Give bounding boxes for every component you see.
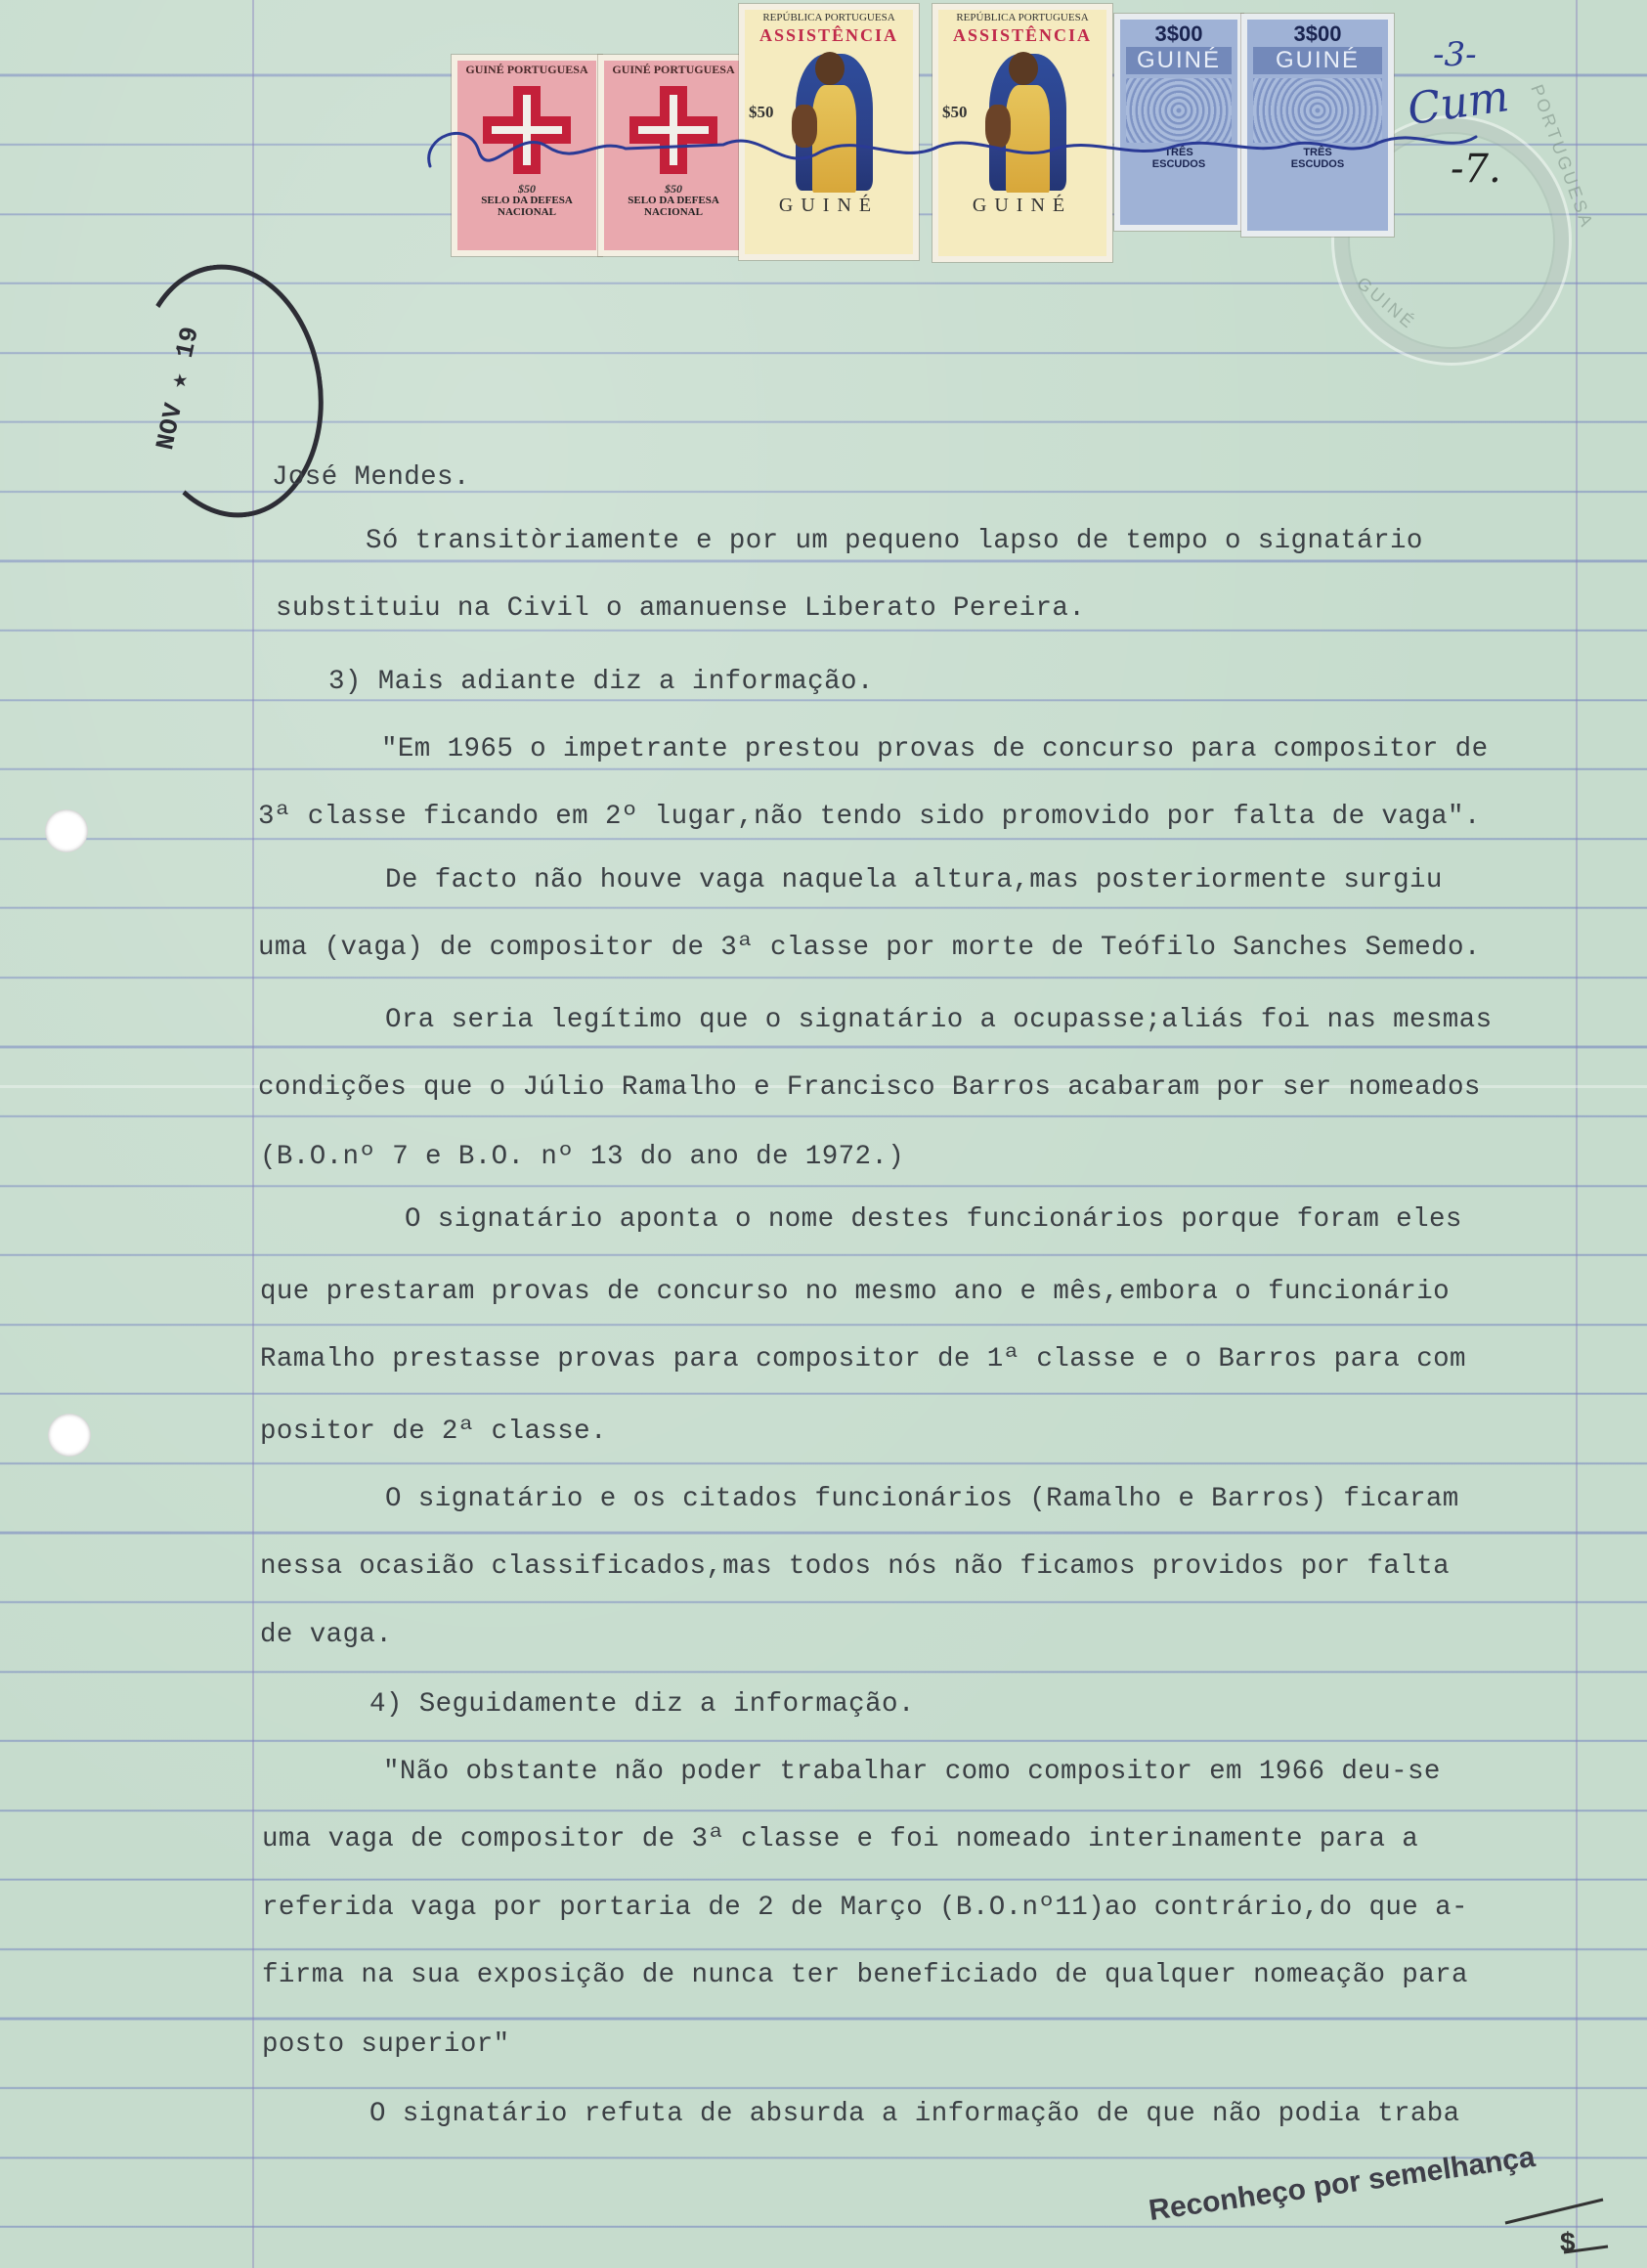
seal-text-top: PORTUGUESA: [1527, 81, 1598, 232]
body-line-16: O signatário e os citados funcionários (Ramalho e Barros) ficaram: [385, 1484, 1459, 1514]
stamp-arc-text: ASSISTÊNCIA: [952, 25, 1093, 45]
stamp-footer: SELO DA DEFESA NACIONAL: [628, 195, 719, 218]
handwritten-annotation: Cum: [1404, 71, 1512, 135]
stamp-header: GUINÉ PORTUGUESA: [612, 63, 735, 76]
body-line-7: De facto não houve vaga naquela altura,mas posteriormente surgiu: [385, 865, 1443, 895]
stamp-underline: [1495, 2190, 1613, 2268]
body-line-12: O signatário aponta o nome destes funcionários porque foram eles: [405, 1204, 1462, 1235]
body-line-13: que prestaram provas de concurso no mesmo ano e mês,embora o funcionário: [260, 1277, 1450, 1307]
stamp-value: 3$00: [1293, 22, 1342, 46]
body-line-5: "Em 1965 o impetrante prestou provas de concurso para compositor de: [381, 734, 1489, 764]
body-line-17: nessa ocasião classificados,mas todos nós não ficamos providos por falta: [260, 1551, 1450, 1582]
stamp-footer: GUINÉ: [972, 195, 1073, 216]
stamp-value: $50: [665, 182, 682, 196]
stamp-value: $50: [518, 182, 536, 196]
body-line-23: firma na sua exposição de nunca ter beneficiado de qualquer nomeação para: [262, 1960, 1468, 1990]
body-line-18: de vaga.: [260, 1620, 393, 1650]
handwritten-mark: -7.: [1451, 147, 1501, 192]
stamp-value: $50: [749, 103, 774, 121]
body-line-24: posto superior": [262, 2029, 510, 2060]
body-line-22: referida vaga por portaria de 2 de Março (B.O.nº11)ao contrário,do que a-: [262, 1893, 1468, 1923]
body-line-4: 3) Mais adiante diz a informação.: [328, 667, 874, 697]
stamp-name: GUINÉ: [1253, 47, 1382, 74]
seal-text-left: GUINÉ: [1353, 273, 1420, 333]
stamp-footer: SELO DA DEFESA NACIONAL: [481, 195, 573, 218]
body-line-10: condições que o Júlio Ramalho e Francisco Barros acabaram por ser nomeados: [258, 1072, 1481, 1103]
handwritten-page-number: -3-: [1433, 35, 1477, 74]
body-line-6: 3ª classe ficando em 2º lugar,não tendo sido promovido por falta de vaga".: [258, 802, 1481, 832]
body-line-1: José Mendes.: [272, 462, 470, 493]
stamp-text-line1: TRÊS: [1303, 147, 1332, 158]
body-line-8: uma (vaga) de compositor de 3ª classe por morte de Teófilo Sanches Semedo.: [258, 933, 1481, 963]
right-margin-line: [1576, 0, 1578, 2268]
stamp-text-line1: TRÊS: [1164, 147, 1193, 158]
body-line-9: Ora seria legítimo que o signatário a ocupasse;aliás foi nas mesmas: [385, 1005, 1493, 1035]
body-line-3: substituiu na Civil o amanuense Liberato Pereira.: [276, 593, 1086, 624]
postmark-text: NOV ★ 19: [151, 324, 206, 453]
body-line-2: Só transitòriamente e por um pequeno lapso de tempo o signatário: [366, 526, 1423, 556]
stamp-dollar-mark: $: [1560, 2227, 1576, 2257]
stamp-name: GUINÉ: [1126, 47, 1232, 74]
stamp-header: GUINÉ PORTUGUESA: [465, 63, 588, 76]
stamp-arc-text: ASSISTÊNCIA: [758, 25, 899, 45]
punch-hole-bottom: [48, 1414, 91, 1457]
body-line-20: "Não obstante não poder trabalhar como compositor em 1966 deu-se: [383, 1757, 1441, 1787]
stamp-text-line2: ESCUDOS: [1151, 158, 1206, 170]
stamp-footer: GUINÉ: [778, 195, 880, 216]
body-line-25: O signatário refuta de absurda a informação de que não podia traba: [369, 2099, 1460, 2129]
stamp-value: $50: [942, 103, 968, 121]
signature-scribble: [411, 98, 1583, 205]
body-line-14: Ramalho prestasse provas para compositor de 1ª classe e o Barros para com: [260, 1344, 1466, 1374]
body-line-11: (B.O.nº 7 e B.O. nº 13 do ano de 1972.): [260, 1142, 905, 1172]
stamp-value: 3$00: [1154, 22, 1203, 46]
body-line-21: uma vaga de compositor de 3ª classe e foi nomeado interinamente para a: [262, 1824, 1419, 1854]
punch-hole-top: [45, 809, 88, 852]
stamp-header: REPÚBLICA PORTUGUESA: [762, 12, 895, 23]
recognition-stamp: Reconheço por semelhança: [1147, 2140, 1538, 2228]
stamp-header: REPÚBLICA PORTUGUESA: [956, 12, 1089, 23]
body-line-19: 4) Seguidamente diz a informação.: [369, 1689, 915, 1720]
stamp-text-line2: ESCUDOS: [1290, 158, 1345, 170]
body-line-15: positor de 2ª classe.: [260, 1417, 607, 1447]
